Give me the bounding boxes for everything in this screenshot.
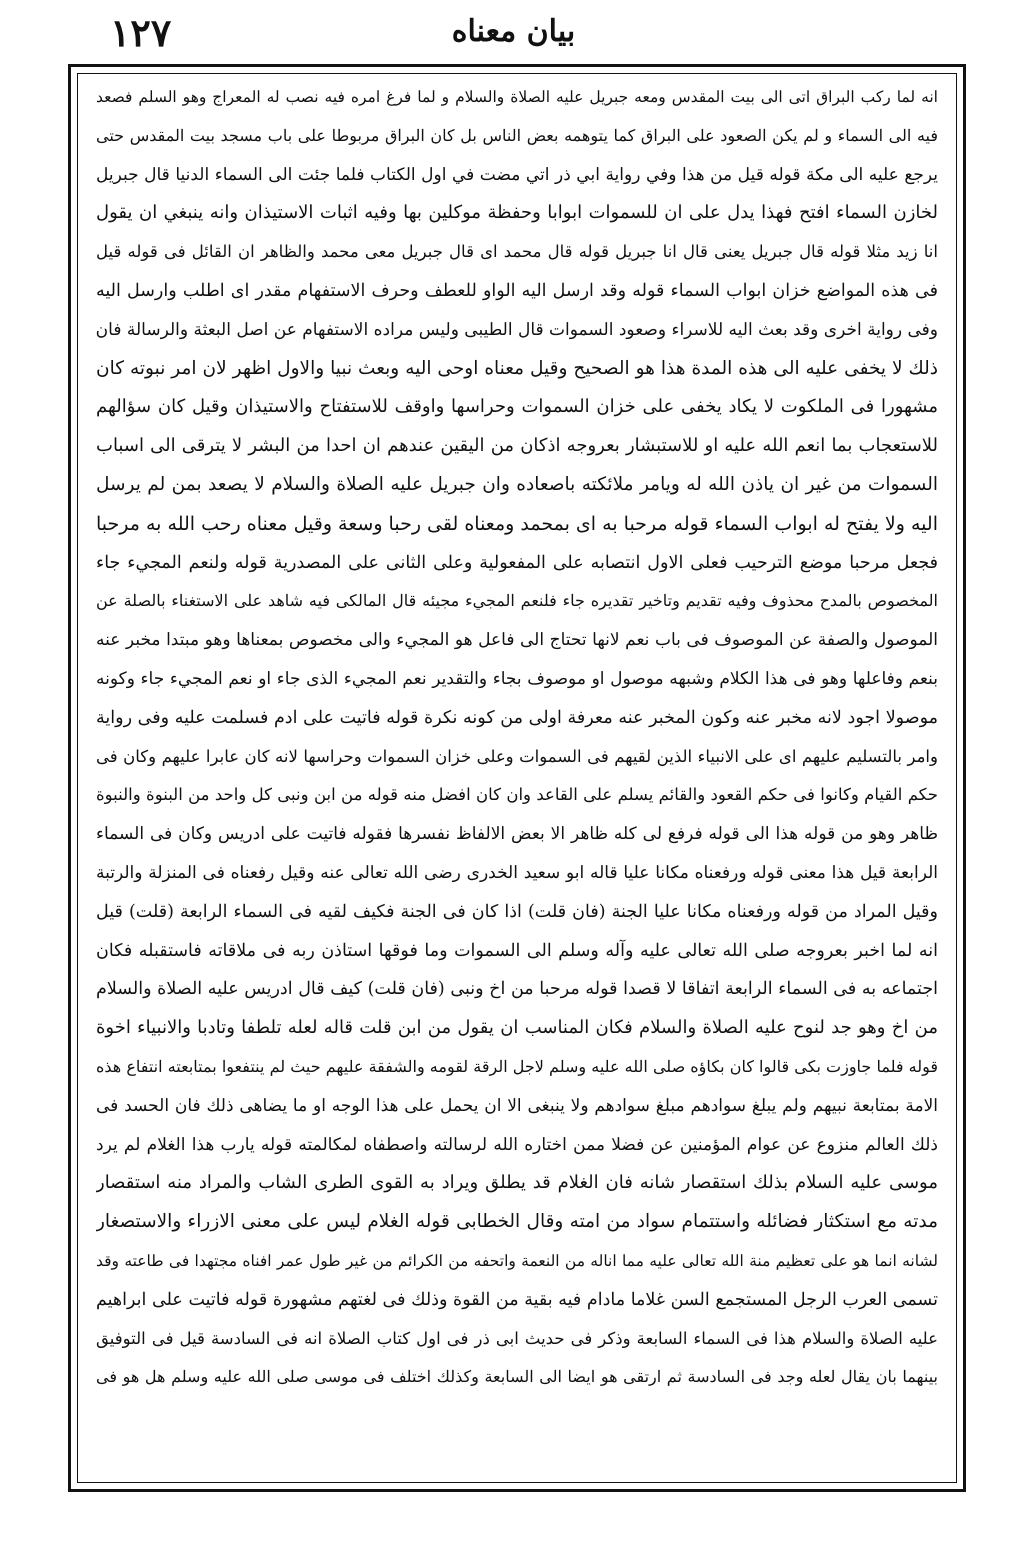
text-line: بنعم وفاعلها وهو فى هذا الكلام وشبهه موصول او موصوف بجاء والتقدير نعم المجيء الذى جاء او نعم المجيء جاء وكونه: [96, 668, 938, 689]
text-line: الموصول والصفة عن الموصوف فى باب نعم لانها تحتاج الى فاعل هو المجيء والى مخصوص بمعناها وهو مبتدا مخبر عنه: [96, 630, 938, 651]
page-number: ١٢٧: [110, 10, 172, 55]
body-text: [96, 78, 938, 1476]
text-line: عليه الصلاة والسلام هذا فى السماء السابعة وذكر فى حديث ابى ذر فى اول كتاب الصلاة انه فى السادسة قيل فى التوفيق: [96, 1328, 938, 1348]
text-line: السموات من غير ان ياذن الله له ويامر ملائكته باصعاده وان جبريل عليه الصلاة والسلام لا يصعد بمن لم يرسل: [96, 473, 938, 495]
text-line: اجتماعه به فى السماء الرابعة اتفاقا لا قصدا قوله مرحبا من اخ ونبى (فان قلت) كيف قال ادريس عليه الصلاة والسلام: [96, 979, 938, 1000]
text-line: فيه الى السماء و لم يكن الصعود على البراق كما يتوهمه بعض الناس بل كان البراق مربوطا على باب مسجد بيت المقدس حتى: [96, 125, 938, 145]
text-line: انه لما ركب البراق اتى الى بيت المقدس ومعه جبريل عليه الصلاة والسلام و لما فرغ امره فيه نصب له المعراج وهو السلم فصعد: [96, 88, 938, 106]
text-line: وامر بالتسليم عليهم اى على الانبياء الذين لقيهم فى السموات وعلى خزان السموات وحراسها لانه كان عابرا عليهم وكان فى: [96, 746, 938, 766]
text-line: وفى رواية اخرى وقد بعث اليه للاسراء وصعود السموات قال الطيبى وليس مراده الاستفهام عن اصل البعثة والرسالة فان: [96, 319, 938, 340]
text-line: قوله فلما جاوزت بكى قالوا كان بكاؤه صلى الله عليه وسلم لاجل الرقة لقومه والشفقة عليهم حيث لم ينتفعوا بمتابعته انتفاع هذه: [96, 1056, 938, 1076]
text-line: وقيل المراد من قوله ورفعناه مكانا عليا الجنة (فان قلت) اذا كان فى الجنة فكيف لقيه فى السماء الرابعة (قلت) قيل: [96, 901, 938, 922]
text-line: الرابعة قيل هذا معنى قوله ورفعناه مكانا عليا قاله ابو سعيد الخدرى رضى الله تعالى عنه وقيل رفعناه فى المنزلة والرتبة: [96, 862, 938, 883]
text-line: موسى عليه السلام بذلك استقصار شانه فان الغلام قد يطلق ويراد به القوى الطرى الشاب والمراد منه استقصار: [96, 1172, 938, 1194]
text-line: ظاهر وهو من قوله هذا الى قوله فرفع لى كله ظاهر الا بعض الالفاظ نفسرها فقوله فاتيت على ادريس وكان فى السماء: [96, 824, 938, 845]
text-line: لخازن السماء افتح فهذا يدل على ان للسموات ابوابا وحفظة موكلين بها وفيه اثبات الاستيذان وانه ينبغي ان يقول: [96, 202, 938, 224]
running-head: بيان معناه: [451, 14, 576, 49]
text-line: تسمى العرب الرجل المستجمع السن غلاما مادام فيه بقية من القوة وذلك فى لغتهم مشهورة قوله فاتيت على ابراهيم: [96, 1289, 938, 1310]
text-line: الامة بمتابعة نبيهم ولم يبلغ سوادهم مبلغ سوادهم ولا ينبغى الا ان يحمل على هذا الوجه او ما يضاهى ذلك فان الحسد فى: [96, 1095, 938, 1116]
text-line: فجعل مرحبا موضع الترحيب فعلى الاول انتصابه على المفعولية وعلى الثانى على المصدرية قوله ولنعم المجيء جاء: [96, 552, 938, 573]
text-line: ذلك لا يخفى عليه الى هذه المدة هذا هو الصحيح وقيل معناه اوحى اليه وبعث نبيا والاول اظهر لان امر نبوته كان: [96, 357, 938, 379]
text-line: بينهما بان يقال لعله وجد فى السادسة ثم ارتقى هو ايضا الى السابعة وكذلك اختلف فى موسى صلى الله عليه وسلم هل هو فى: [96, 1367, 938, 1387]
text-line: موصولا اجود لانه مخبر عنه وكون المخبر عنه معرفة اولى من كونه نكرة قوله فاتيت على ادم فسلمت عليه وفى رواية: [96, 707, 938, 728]
text-line: يرجع عليه الى مكة قوله قيل من هذا وفي رواية ابي ذر اتي مضت في اول الكتاب فلما جئت الى السماء الدنيا قال جبريل: [96, 164, 938, 185]
text-line: اليه ولا يفتح له ابواب السماء قوله مرحبا به اى بمحمد ومعناه لقى رحبا وسعة وقيل معناه رحب الله به مرحبا: [96, 512, 938, 535]
text-line: من اخ وهو جد لنوح عليه الصلاة والسلام فكان المناسب ان يقول من ابن قلت قاله لعله تلطفا وتادبا والانبياء اخوة: [96, 1017, 938, 1039]
text-line: للاستعجاب بما انعم الله عليه او للاستبشار بعروجه اذكان من اليقين عندهم ان احدا من البشر لا يترقى الى اسباب: [96, 435, 938, 457]
text-line: المخصوص بالمدح محذوف وفيه تقديم وتاخير تقديره جاء فلنعم المجيء مجيئه قال المالكى فيه شاهد على الاستغناء بالصلة عن: [96, 591, 938, 611]
text-line: انه لما اخبر بعروجه صلى الله تعالى عليه وآله وسلم الى السموات وما فوقها استاذن ربه فى ملاقاته فاستقبله فكان: [96, 940, 938, 961]
text-line: ذلك العالم منزوع عن عوام المؤمنين عن فضلا ممن اختاره الله لرسالته واصطفاه لمكالمته قوله يارب هذا الغلام لم يرد: [96, 1134, 938, 1155]
text-line: فى هذه المواضع خزان ابواب السماء قوله وقد ارسل اليه الواو للعطف وحرف الاستفهام مقدر اى اطلب وارسل اليه: [96, 280, 938, 301]
text-line: انا زيد مثلا قوله قال جبريل يعنى قال انا جبريل قوله قال محمد اى قال جبريل معى محمد والظاهر ان القائل فى قوله قيل: [96, 242, 938, 262]
text-line: [96, 1397, 938, 1436]
text-line: حكم القيام وكانوا فى حكم القعود والقائم يسلم على القاعد وان كان افضل منه قوله من ابن ونبى كل واحد من البنوة والنبوة: [96, 785, 938, 805]
page-header: [0, 0, 1027, 60]
text-line: مشهورا فى الملكوت لا يكاد يخفى على خزان السموات وحراسها واوقف للاستفتاح والاستيذان وقيل كان سؤالهم: [96, 396, 938, 418]
text-line: لشانه انما هو على تعظيم منة الله تعالى عليه مما اناله من النعمة واتحفه من الكرائم من غير طول عمر افناه مجتهدا فى طاعته وقد: [96, 1251, 938, 1270]
text-line: مدته مع استكثار فضائله واستتمام سواد من امته وقال الخطابى قوله الغلام ليس على معنى الازراء والاستصغار: [96, 1211, 938, 1233]
